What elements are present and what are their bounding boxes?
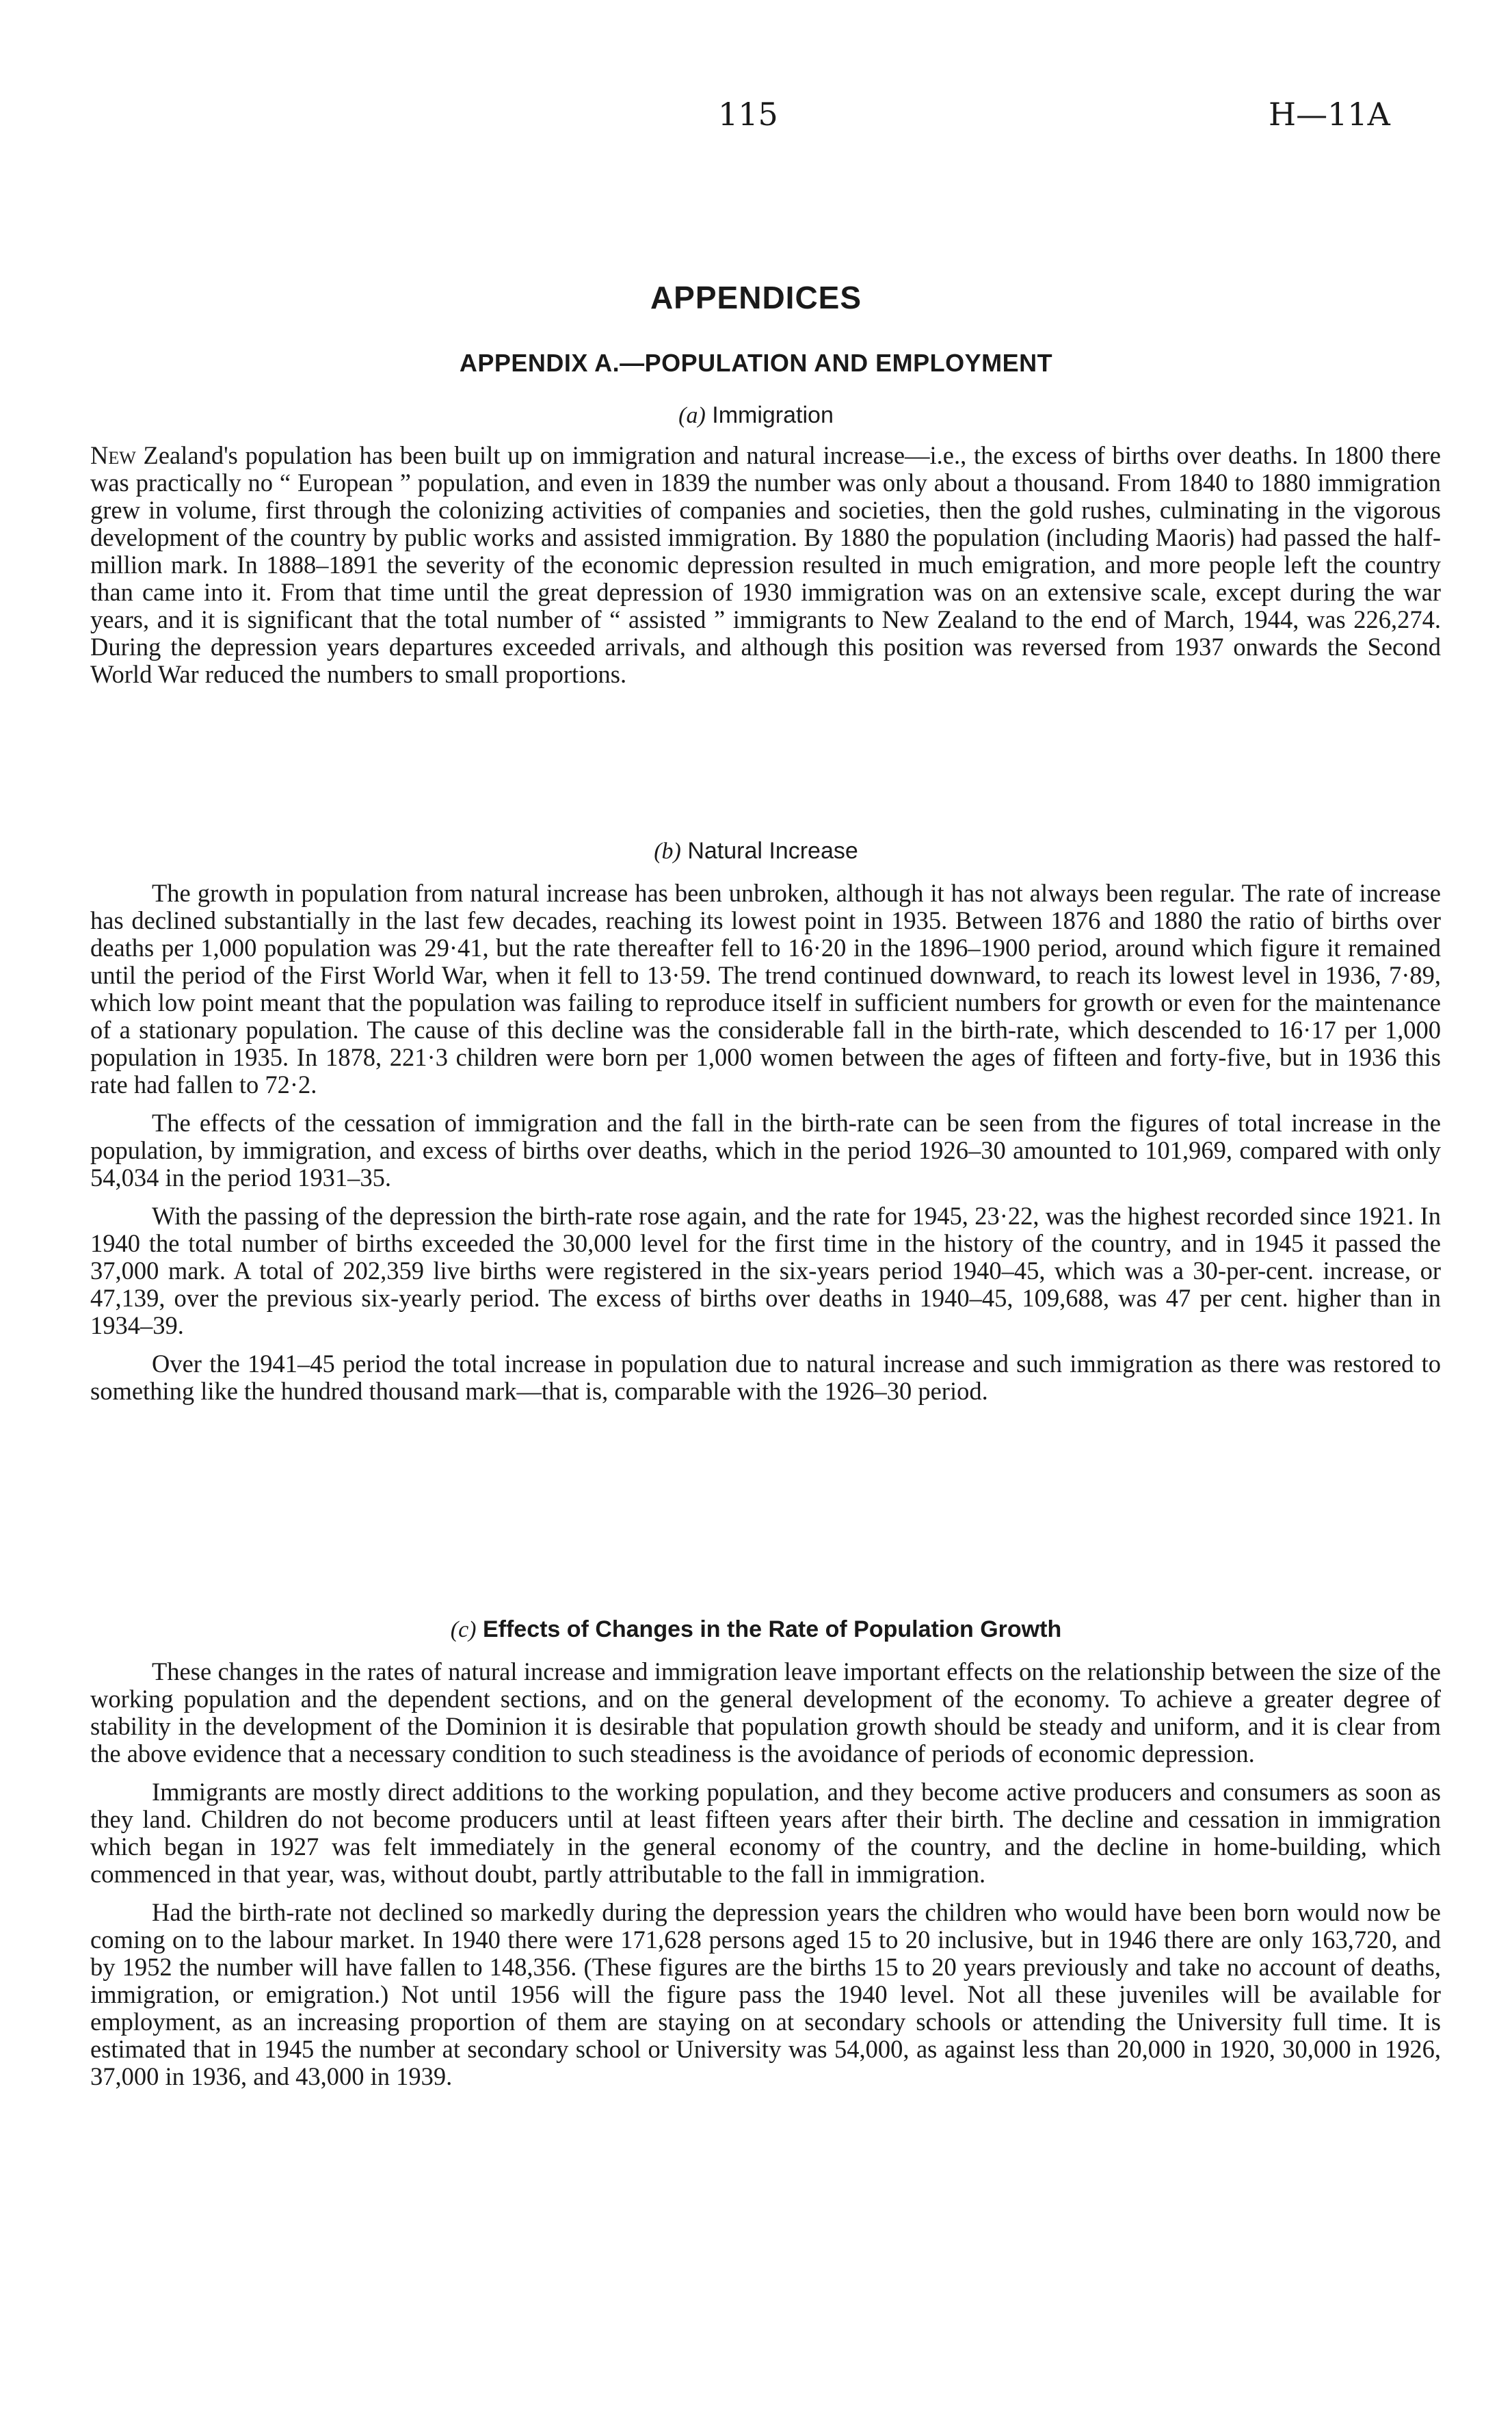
page-header: [0, 96, 1512, 150]
paragraph: These changes in the rates of natural increase and immigration leave important effects on the relationship between the size of the working population and the dependent sections, and on the general development of the economy. To achieve a greater degree of stability in the development of the Dominion it is desirable that population growth should be steady and uniform, and it is clear from the above evidence that a necessary condition to such steadiness is the avoidance of periods of economic depression.: [90, 1657, 1441, 1767]
section-heading-immigration: [0, 402, 1512, 429]
paragraph: Had the birth-rate not declined so markedly during the depression years the children who would have been born would now be coming on to the labour market. In 1940 there were 171,628 persons aged 15 to 20 inclusive, but in 1946 there are only 163,720, and by 1952 the number will have fallen to 148,356. (These figures are the births 15 to 20 years previously and take no account of deaths, immigration, or emigration.) Not until 1956 will the figure pass the 1940 level. Not all these juveniles will be available for employment, as an increasing proportion of them are staying on at secondary schools or attending the University full time. It is estimated that in 1945 the number at secondary school or University was 54,000, as against less than 20,000 in 1920, 30,000 in 1926, 37,000 in 1936, and 43,000 in 1939.: [90, 1898, 1441, 2090]
section-body-immigration: [90, 442, 1441, 699]
section-heading-population-growth: [0, 1616, 1512, 1643]
section-letter: (c): [450, 1617, 477, 1642]
paragraph: The growth in population from natural increase has been unbroken, although it has not always been regular. The rate of increase has declined substantially in the last few decades, reaching its lowest point in 1935. Between 1876 and 1880 the ratio of births over deaths per 1,000 population was 29·41, but the rate thereafter fell to 16·20 in the 1896–1900 period, around which figure it remained until the period of the First World War, when it fell to 13·59. The trend continued downward, to reach its lowest level in 1936, 7·89, which low point meant that the population was failing to reproduce itself in sufficient numbers for growth or even for the maintenance of a stationary population. The cause of this decline was the considerable fall in the birth-rate, which descended to 16·17 per 1,000 population in 1935. In 1878, 221·3 children were born per 1,000 women between the ages of fifteen and forty-five, but in 1936 this rate had fallen to 72·2.: [90, 879, 1441, 1099]
section-title: Immigration: [712, 402, 834, 428]
section-body-natural-increase: [90, 880, 1441, 1416]
paragraph: With the passing of the depression the birth-rate rose again, and the rate for 1945, 23·22, was the highest recorded since 1921. In 1940 the total number of births exceeded the 30,000 level for the first time in the history of the country, and in 1945 it passed the 37,000 mark. A total of 202,359 live births were registered in the six-years period 1940–45, which was a 30-per-cent. increase, or 47,139, over the previous six-yearly period. The excess of births over deaths in 1940–45, 109,688, was 47 per cent. higher than in 1934–39.: [90, 1202, 1441, 1339]
appendix-title: APPENDIX A.—POPULATION AND EMPLOYMENT: [459, 349, 1053, 377]
section-letter: (b): [654, 839, 681, 864]
lead-word: New: [90, 441, 136, 469]
section-title: Natural Increase: [687, 838, 858, 864]
paragraph: Over the 1941–45 period the total increase in population due to natural increase and such immigration as there was restored to something like the hundred thousand mark—that is, comparable with the 1926–30 period.: [90, 1350, 1441, 1405]
paragraph: Immigrants are mostly direct additions to the working population, and they become active producers and consumers as soon as they land. Children do not become producers until at least fifteen years after their birth. The decline and cessation in immigration which began in 1927 was felt immediately in the general economy of the country, and the decline in home-building, which commenced in that year, was, without doubt, partly attributable to the fall in immigration.: [90, 1778, 1441, 1888]
paragraph-text: Zealand's population has been built up on immigration and natural increase—i.e., the excess of births over deaths. In 1800 there was practically no “ European ” population, and even in 1839 the number was only about a thousand. From 1840 to 1880 immigration grew in volume, first through the colonizing activities of companies and societies, then the gold rushes, culminating in the vigorous development of the country by public works and assisted immigration. By 1880 the population (including Maoris) had passed the half-million mark. In 1888–1891 the severity of the economic depression resulted in much emigration, and more people left the country than came into it. From that time until the great depression of 1930 immigration was on an extensive scale, except during the war years, and it is significant that the total number of “ assisted ” immigrants to New Zealand to the end of March, 1944, was 226,274. During the depression years departures exceeded arrivals, and although this position was reversed from 1937 onwards the Second World War reduced the numbers to small proportions.: [90, 441, 1441, 688]
section-body-population-growth: [90, 1658, 1441, 2101]
page-number: 115: [718, 96, 778, 133]
section-title: Effects of Changes in the Rate of Population Growth: [482, 1616, 1062, 1642]
paragraph: [90, 442, 1441, 688]
series-code: H—11A: [1269, 96, 1390, 133]
section-heading-natural-increase: [0, 838, 1512, 865]
section-letter: (a): [678, 403, 706, 428]
paragraph: The effects of the cessation of immigration and the fall in the birth-rate can be seen from the figures of total increase in the population, by immigration, and excess of births over deaths, which in the period 1926–30 amounted to 101,969, compared with only 54,034 in the period 1931–35.: [90, 1109, 1441, 1192]
page-title: APPENDICES: [650, 280, 862, 315]
